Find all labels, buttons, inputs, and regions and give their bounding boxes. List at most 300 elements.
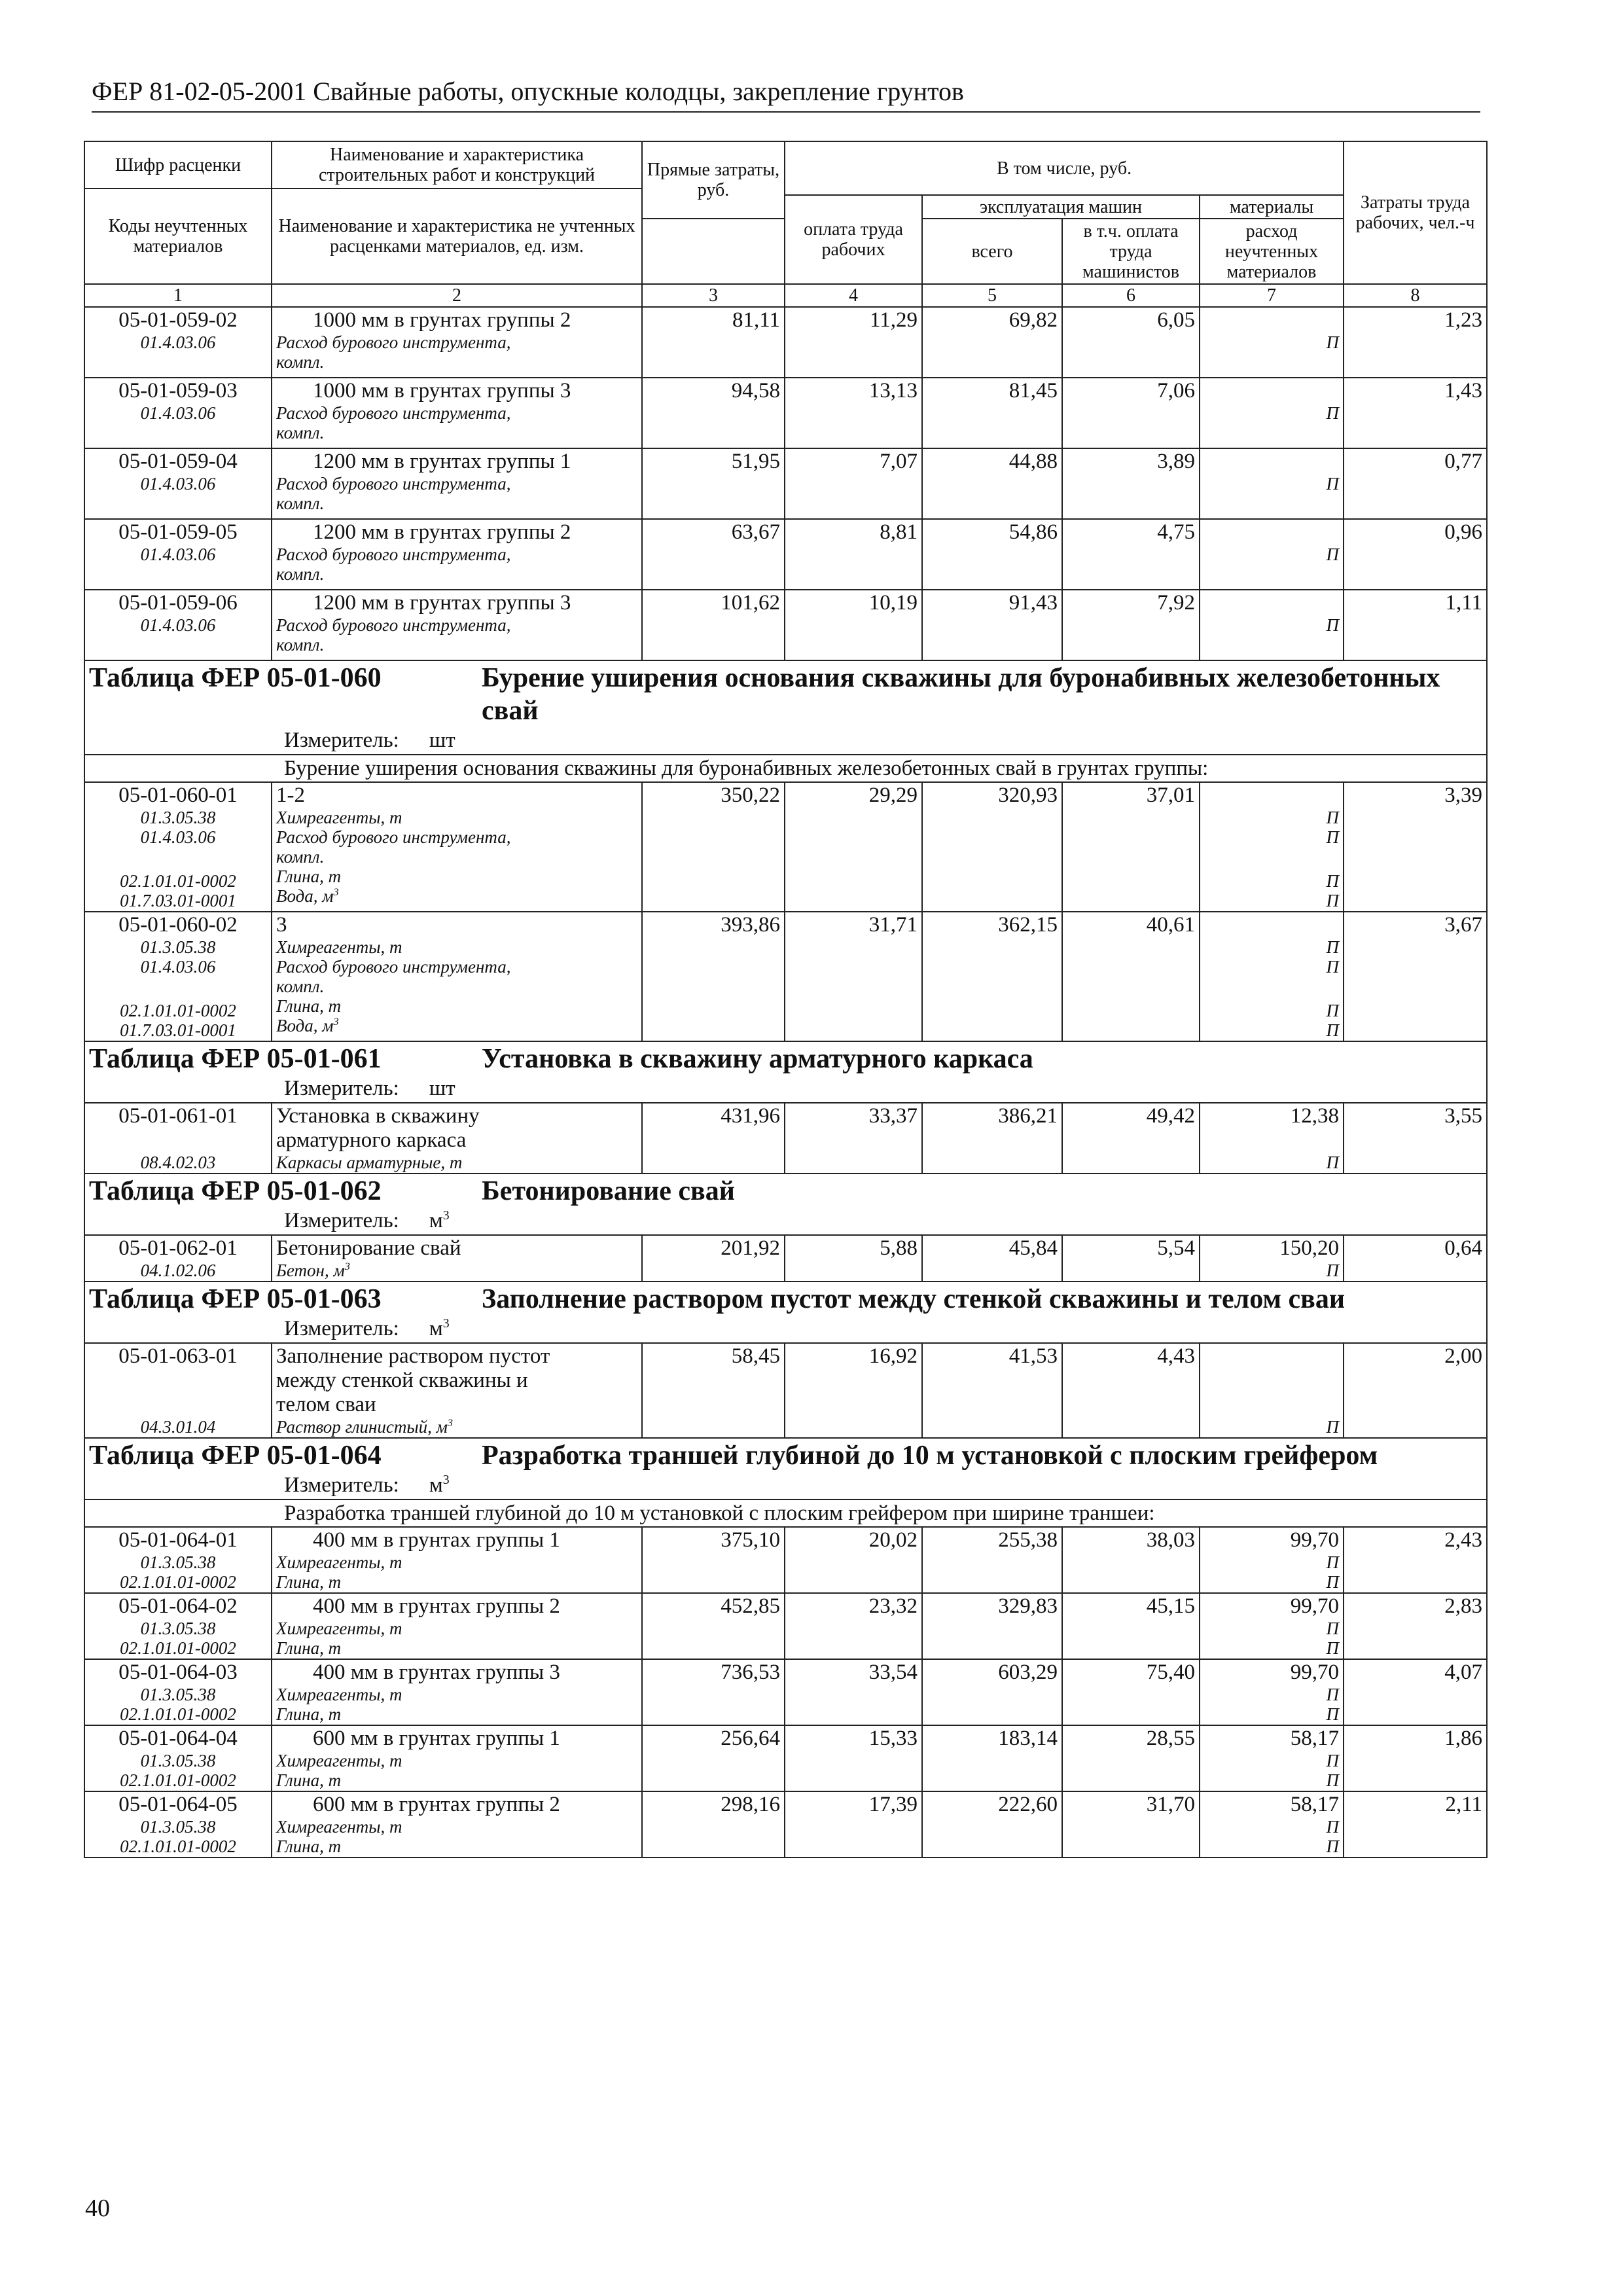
table-row <box>84 1659 1487 1725</box>
measure-unit <box>89 727 1482 753</box>
rate-code: 05-01-064-05 <box>118 1793 238 1816</box>
materials-cell <box>1200 378 1344 448</box>
measure-unit <box>89 1472 1482 1498</box>
name-cell <box>272 1791 642 1857</box>
section-title <box>89 662 1482 727</box>
section-code: Таблица ФЕР 05-01-063 <box>89 1284 382 1314</box>
measure-value <box>429 1473 450 1497</box>
section-cell <box>84 660 1487 755</box>
section-name: Бурение уширения основания скважины для буронабивных железобетонных свай <box>482 663 1440 726</box>
labor-cell: 2,00 <box>1344 1343 1487 1438</box>
materials-cell <box>1200 307 1344 378</box>
price-table <box>84 141 1488 1858</box>
value-cell: 350,22 <box>642 782 785 912</box>
value-cell: 94,58 <box>642 378 785 448</box>
uncounted-mark: П <box>1326 615 1340 635</box>
rate-name: 400 мм в грунтах группы 1 <box>313 1528 560 1552</box>
materials-cell <box>1200 1343 1344 1438</box>
materials-cell <box>1200 912 1344 1041</box>
rate-code: 05-01-059-03 <box>118 379 238 403</box>
table-row <box>84 1791 1487 1857</box>
rate-name: 1-2 <box>276 783 305 807</box>
section-code: Таблица ФЕР 05-01-062 <box>89 1176 382 1206</box>
spacer <box>1204 1128 1339 1153</box>
code-cell <box>84 1343 272 1438</box>
name-cell <box>272 519 642 590</box>
section-cell <box>84 1438 1487 1499</box>
col-num: 6 <box>1062 284 1200 307</box>
rate-code: 05-01-064-04 <box>118 1727 238 1750</box>
rate-code: 05-01-060-01 <box>118 783 238 807</box>
material-value: 99,70 <box>1290 1528 1340 1552</box>
value-cell: 13,13 <box>785 378 922 448</box>
value-cell: 40,61 <box>1062 912 1200 1041</box>
code-cell <box>84 1235 272 1282</box>
value-cell: 23,32 <box>785 1593 922 1659</box>
labor-cell: 2,11 <box>1344 1791 1487 1857</box>
code-cell <box>84 1659 272 1725</box>
labor-cell: 1,23 <box>1344 307 1487 378</box>
material-name: Глина, т <box>276 996 342 1016</box>
uncounted-mark: П <box>1326 808 1340 827</box>
material-code: 01.3.05.38 <box>140 937 216 957</box>
uncounted-mark: П <box>1326 957 1340 977</box>
measure-value-text: м <box>429 1317 443 1340</box>
head-m-wage: в т.ч. оплата труда машинистов <box>1062 219 1200 284</box>
material-code: 01.3.05.38 <box>140 1552 216 1572</box>
value-cell: 63,67 <box>642 519 785 590</box>
section-cell <box>84 1041 1487 1103</box>
material-name <box>276 886 637 906</box>
material-name: Химреагенты, т <box>276 1751 402 1770</box>
uncounted-mark: П <box>1326 474 1340 493</box>
uncounted-mark: П <box>1326 403 1340 423</box>
material-name: компл. <box>276 564 325 584</box>
material-code: 02.1.01.01-0002 <box>120 1638 236 1658</box>
labor-cell: 1,11 <box>1344 590 1487 660</box>
uncounted-mark: П <box>1326 1770 1340 1790</box>
materials-cell <box>1200 1725 1344 1791</box>
spacer <box>1204 783 1339 808</box>
table-head <box>84 141 1487 307</box>
material-name: Глина, т <box>276 1638 342 1658</box>
material-name: Химреагенты, т <box>276 937 402 957</box>
value-cell: 45,84 <box>922 1235 1062 1282</box>
value-cell: 431,96 <box>642 1103 785 1174</box>
material-code: 01.4.03.06 <box>140 615 216 635</box>
measure-unit <box>89 1075 1482 1102</box>
name-cell <box>272 912 642 1041</box>
value-cell: 44,88 <box>922 448 1062 519</box>
materials-cell <box>1200 1235 1344 1282</box>
code-cell <box>84 1725 272 1791</box>
material-value: 150,20 <box>1279 1236 1340 1260</box>
material-name: компл. <box>276 847 325 867</box>
table-row <box>84 782 1487 912</box>
material-code: 01.7.03.01-0001 <box>120 891 236 910</box>
spacer <box>89 635 267 659</box>
table-row <box>84 307 1487 378</box>
head-name2: Наименование и характеристика не учтенных расценками материалов, ед. изм. <box>272 188 642 284</box>
code-cell <box>84 448 272 519</box>
code-cell <box>84 782 272 912</box>
measure-value-text: м <box>429 1473 443 1497</box>
labor-cell: 0,96 <box>1344 519 1487 590</box>
name-cell <box>272 1659 642 1725</box>
table-row <box>84 1235 1487 1282</box>
value-cell: 393,86 <box>642 912 785 1041</box>
section-cell <box>84 1282 1487 1343</box>
material-name-text: Бетон, м <box>276 1261 345 1280</box>
superscript: 3 <box>344 1261 350 1272</box>
material-code: 01.7.03.01-0001 <box>120 1020 236 1040</box>
material-name: Глина, т <box>276 1704 342 1724</box>
material-code: 01.3.05.38 <box>140 1817 216 1837</box>
spacer <box>1204 308 1339 332</box>
material-name: Расход бурового инструмента, <box>276 403 511 423</box>
value-cell: 3,89 <box>1062 448 1200 519</box>
material-value: 12,38 <box>1290 1104 1340 1128</box>
spacer <box>1204 913 1339 937</box>
material-value: 99,70 <box>1290 1594 1340 1618</box>
value-cell: 75,40 <box>1062 1659 1200 1725</box>
uncounted-mark: П <box>1326 871 1340 891</box>
rate-name: 600 мм в грунтах группы 2 <box>313 1793 560 1816</box>
rate-name: Заполнение раствором пустот <box>276 1344 550 1368</box>
table-row <box>84 1527 1487 1593</box>
material-value: 58,17 <box>1290 1727 1340 1750</box>
value-cell: 256,64 <box>642 1725 785 1791</box>
spacer <box>1204 1344 1339 1369</box>
section-description-row <box>84 755 1487 782</box>
value-cell: 4,43 <box>1062 1343 1200 1438</box>
labor-cell: 3,39 <box>1344 782 1487 912</box>
superscript: 3 <box>447 1417 453 1429</box>
labor-cell: 3,67 <box>1344 912 1487 1041</box>
material-code: 01.4.03.06 <box>140 957 216 977</box>
page-header: ФЕР 81-02-05-2001 Свайные работы, опускные колодцы, закрепление грунтов <box>92 77 1480 113</box>
material-code: 01.4.03.06 <box>140 827 216 847</box>
spacer <box>1204 450 1339 474</box>
spacer <box>89 847 267 871</box>
labor-cell: 0,64 <box>1344 1235 1487 1282</box>
section-name: Разработка траншей глубиной до 10 м установкой с плоским грейфером <box>482 1441 1378 1471</box>
material-value: 58,17 <box>1290 1793 1340 1816</box>
table-body <box>84 307 1487 1857</box>
material-code: 01.3.05.38 <box>140 1685 216 1704</box>
material-name: Глина, т <box>276 1572 342 1592</box>
table-row <box>84 519 1487 590</box>
rate-code: 05-01-063-01 <box>118 1344 238 1368</box>
value-cell: 329,83 <box>922 1593 1062 1659</box>
table-row <box>84 448 1487 519</box>
labor-cell: 1,43 <box>1344 378 1487 448</box>
value-cell: 101,62 <box>642 590 785 660</box>
value-cell: 11,29 <box>785 307 922 378</box>
value-cell: 17,39 <box>785 1791 922 1857</box>
head-name1: Наименование и характеристика строительных работ и конструкций <box>272 141 642 188</box>
rate-name: 600 мм в грунтах группы 1 <box>313 1727 560 1750</box>
uncounted-mark: П <box>1326 1001 1340 1020</box>
materials-cell <box>1200 1593 1344 1659</box>
section-description: Бурение уширения основания скважины для буронабивных железобетонных свай в грунтах группы: <box>284 757 1209 780</box>
superscript: 3 <box>442 1208 450 1223</box>
value-cell: 7,92 <box>1062 590 1200 660</box>
spacer <box>89 564 267 588</box>
materials-cell <box>1200 782 1344 912</box>
section-cell <box>84 1174 1487 1235</box>
value-cell: 6,05 <box>1062 307 1200 378</box>
code-cell <box>84 378 272 448</box>
material-name-text: Вода, м <box>276 1016 334 1035</box>
rate-name: 1200 мм в грунтах группы 1 <box>313 450 571 473</box>
material-code: 02.1.01.01-0002 <box>120 871 236 891</box>
name-cell <box>272 1343 642 1438</box>
value-cell: 222,60 <box>922 1791 1062 1857</box>
col-num: 2 <box>272 284 642 307</box>
materials-cell <box>1200 1527 1344 1593</box>
value-cell: 7,07 <box>785 448 922 519</box>
measure-value <box>429 1077 455 1100</box>
section-title <box>89 1175 1482 1208</box>
value-cell: 452,85 <box>642 1593 785 1659</box>
value-cell: 736,53 <box>642 1659 785 1725</box>
col-num: 3 <box>642 284 785 307</box>
code-cell <box>84 1103 272 1174</box>
uncounted-mark: П <box>1326 1837 1340 1856</box>
rate-code: 05-01-059-02 <box>118 308 238 332</box>
rate-code: 05-01-064-01 <box>118 1528 238 1552</box>
labor-cell: 1,86 <box>1344 1725 1487 1791</box>
rate-name: Установка в скважину <box>276 1104 480 1128</box>
labor-cell: 2,43 <box>1344 1527 1487 1593</box>
material-name: Химреагенты, т <box>276 1685 402 1704</box>
section-description-cell <box>84 1499 1487 1527</box>
value-cell: 10,19 <box>785 590 922 660</box>
measure-value-text: шт <box>429 1077 455 1100</box>
material-code: 02.1.01.01-0002 <box>120 1770 236 1790</box>
value-cell: 16,92 <box>785 1343 922 1438</box>
material-code: 04.3.01.04 <box>140 1417 216 1437</box>
rate-name: 1200 мм в грунтах группы 2 <box>313 520 571 544</box>
material-name: Расход бурового инструмента, <box>276 615 511 635</box>
table-section <box>84 1174 1487 1235</box>
material-name: компл. <box>276 423 325 442</box>
table-section <box>84 1438 1487 1499</box>
material-code: 02.1.01.01-0002 <box>120 1837 236 1856</box>
head-materials: материалы <box>1200 195 1344 219</box>
superscript: 3 <box>442 1316 450 1331</box>
measure-label: Измеритель: <box>284 1077 399 1100</box>
material-name: Химреагенты, т <box>276 1817 402 1837</box>
rate-code: 05-01-062-01 <box>118 1236 238 1260</box>
code-cell <box>84 1791 272 1857</box>
materials-cell <box>1200 590 1344 660</box>
value-cell: 4,75 <box>1062 519 1200 590</box>
section-title <box>89 1283 1482 1316</box>
value-cell: 31,71 <box>785 912 922 1041</box>
uncounted-mark: П <box>1326 1020 1340 1040</box>
rate-code: 05-01-059-06 <box>118 591 238 615</box>
materials-cell <box>1200 519 1344 590</box>
table-section <box>84 660 1487 755</box>
material-code: 01.3.05.38 <box>140 1751 216 1770</box>
spacer <box>1204 379 1339 403</box>
section-description: Разработка траншей глубиной до 10 м установкой с плоским грейфером при ширине траншеи: <box>284 1501 1155 1525</box>
head-incl: В том числе, руб. <box>785 141 1344 195</box>
labor-cell: 0,77 <box>1344 448 1487 519</box>
rate-code: 05-01-064-02 <box>118 1594 238 1618</box>
value-cell: 255,38 <box>922 1527 1062 1593</box>
section-title <box>89 1043 1482 1075</box>
uncounted-mark: П <box>1326 1572 1340 1592</box>
section-code: Таблица ФЕР 05-01-061 <box>89 1044 382 1074</box>
uncounted-mark: П <box>1326 1704 1340 1724</box>
code-cell <box>84 307 272 378</box>
material-code: 01.4.03.06 <box>140 545 216 564</box>
value-cell: 49,42 <box>1062 1103 1200 1174</box>
spacer <box>89 493 267 518</box>
table-row <box>84 1593 1487 1659</box>
value-cell: 28,55 <box>1062 1725 1200 1791</box>
rate-name: 400 мм в грунтах группы 3 <box>313 1660 560 1684</box>
material-name: компл. <box>276 977 325 996</box>
superscript: 3 <box>333 1016 339 1028</box>
measure-unit <box>89 1208 1482 1234</box>
uncounted-mark: П <box>1326 1638 1340 1658</box>
superscript: 3 <box>442 1473 450 1487</box>
spacer <box>1204 977 1339 1001</box>
value-cell: 320,93 <box>922 782 1062 912</box>
section-description-row <box>84 1499 1487 1527</box>
labor-cell: 4,07 <box>1344 1659 1487 1725</box>
spacer <box>89 1128 267 1153</box>
value-cell: 91,43 <box>922 590 1062 660</box>
name-cell <box>272 1235 642 1282</box>
uncounted-mark: П <box>1326 1685 1340 1704</box>
section-title <box>89 1439 1482 1472</box>
spacer <box>89 977 267 1001</box>
material-name: Расход бурового инструмента, <box>276 332 511 352</box>
value-cell: 37,01 <box>1062 782 1200 912</box>
uncounted-mark: П <box>1326 937 1340 957</box>
rate-code: 05-01-064-03 <box>118 1660 238 1684</box>
measure-label: Измеритель: <box>284 728 399 752</box>
section-description-cell <box>84 755 1487 782</box>
value-cell: 386,21 <box>922 1103 1062 1174</box>
table-section <box>84 1282 1487 1343</box>
value-cell: 5,54 <box>1062 1235 1200 1282</box>
head-direct-cont <box>642 219 785 284</box>
measure-value <box>429 728 455 752</box>
head-wage: оплата труда рабочих <box>785 195 922 284</box>
name-cell <box>272 307 642 378</box>
uncounted-mark: П <box>1326 1153 1340 1172</box>
value-cell: 33,37 <box>785 1103 922 1174</box>
material-code: 02.1.01.01-0002 <box>120 1001 236 1020</box>
spacer <box>1204 1393 1339 1417</box>
value-cell: 7,06 <box>1062 378 1200 448</box>
value-cell: 31,70 <box>1062 1791 1200 1857</box>
material-code: 01.4.03.06 <box>140 332 216 352</box>
col-num: 4 <box>785 284 922 307</box>
head-code: Шифр расценки <box>84 141 272 188</box>
spacer <box>1204 520 1339 545</box>
value-cell: 15,33 <box>785 1725 922 1791</box>
material-name: Химреагенты, т <box>276 1619 402 1638</box>
material-code: 01.3.05.38 <box>140 1619 216 1638</box>
section-code: Таблица ФЕР 05-01-060 <box>89 663 382 693</box>
materials-cell <box>1200 1791 1344 1857</box>
spacer <box>89 1369 267 1393</box>
materials-cell <box>1200 1659 1344 1725</box>
spacer <box>1204 847 1339 871</box>
material-name <box>276 1417 637 1437</box>
measure-value-text: м <box>429 1209 443 1232</box>
material-code: 01.4.03.06 <box>140 474 216 493</box>
material-name: компл. <box>276 352 325 372</box>
value-cell: 81,45 <box>922 378 1062 448</box>
head-machines: эксплуатация машин <box>922 195 1200 219</box>
value-cell: 38,03 <box>1062 1527 1200 1593</box>
material-code: 02.1.01.01-0002 <box>120 1572 236 1592</box>
value-cell: 45,15 <box>1062 1593 1200 1659</box>
material-name: компл. <box>276 493 325 513</box>
name-cell <box>272 448 642 519</box>
superscript: 3 <box>333 886 339 898</box>
measure-label: Измеритель: <box>284 1473 399 1497</box>
col-num: 7 <box>1200 284 1344 307</box>
value-cell: 362,15 <box>922 912 1062 1041</box>
uncounted-mark: П <box>1326 332 1340 352</box>
col-num: 5 <box>922 284 1062 307</box>
name-cell <box>272 378 642 448</box>
rate-name: 1200 мм в грунтах группы 3 <box>313 591 571 615</box>
name-cell <box>272 1527 642 1593</box>
value-cell: 201,92 <box>642 1235 785 1282</box>
uncounted-mark: П <box>1326 1261 1340 1280</box>
section-name: Установка в скважину арматурного каркаса <box>482 1044 1033 1074</box>
rate-code: 05-01-059-05 <box>118 520 238 544</box>
material-name <box>276 1016 637 1035</box>
uncounted-mark: П <box>1326 1552 1340 1572</box>
material-name-text: Вода, м <box>276 886 334 906</box>
value-cell: 33,54 <box>785 1659 922 1725</box>
material-name: Расход бурового инструмента, <box>276 957 511 977</box>
rate-name: телом сваи <box>276 1393 376 1416</box>
head-m-total: всего <box>922 219 1062 284</box>
materials-cell <box>1200 1103 1344 1174</box>
measure-value <box>429 1317 450 1340</box>
spacer <box>1204 1369 1339 1393</box>
material-name-text: Раствор глинистый, м <box>276 1417 448 1437</box>
material-name: Расход бурового инструмента, <box>276 474 511 493</box>
value-cell: 298,16 <box>642 1791 785 1857</box>
rate-name: 1000 мм в грунтах группы 2 <box>313 308 571 332</box>
value-cell: 603,29 <box>922 1659 1062 1725</box>
col-num: 1 <box>84 284 272 307</box>
section-code: Таблица ФЕР 05-01-064 <box>89 1441 382 1471</box>
name-cell <box>272 590 642 660</box>
code-cell <box>84 1527 272 1593</box>
material-name: Расход бурового инструмента, <box>276 827 511 847</box>
col-num: 8 <box>1344 284 1487 307</box>
uncounted-mark: П <box>1326 1619 1340 1638</box>
name-cell <box>272 1103 642 1174</box>
labor-cell: 3,55 <box>1344 1103 1487 1174</box>
table-row <box>84 1343 1487 1438</box>
value-cell: 54,86 <box>922 519 1062 590</box>
